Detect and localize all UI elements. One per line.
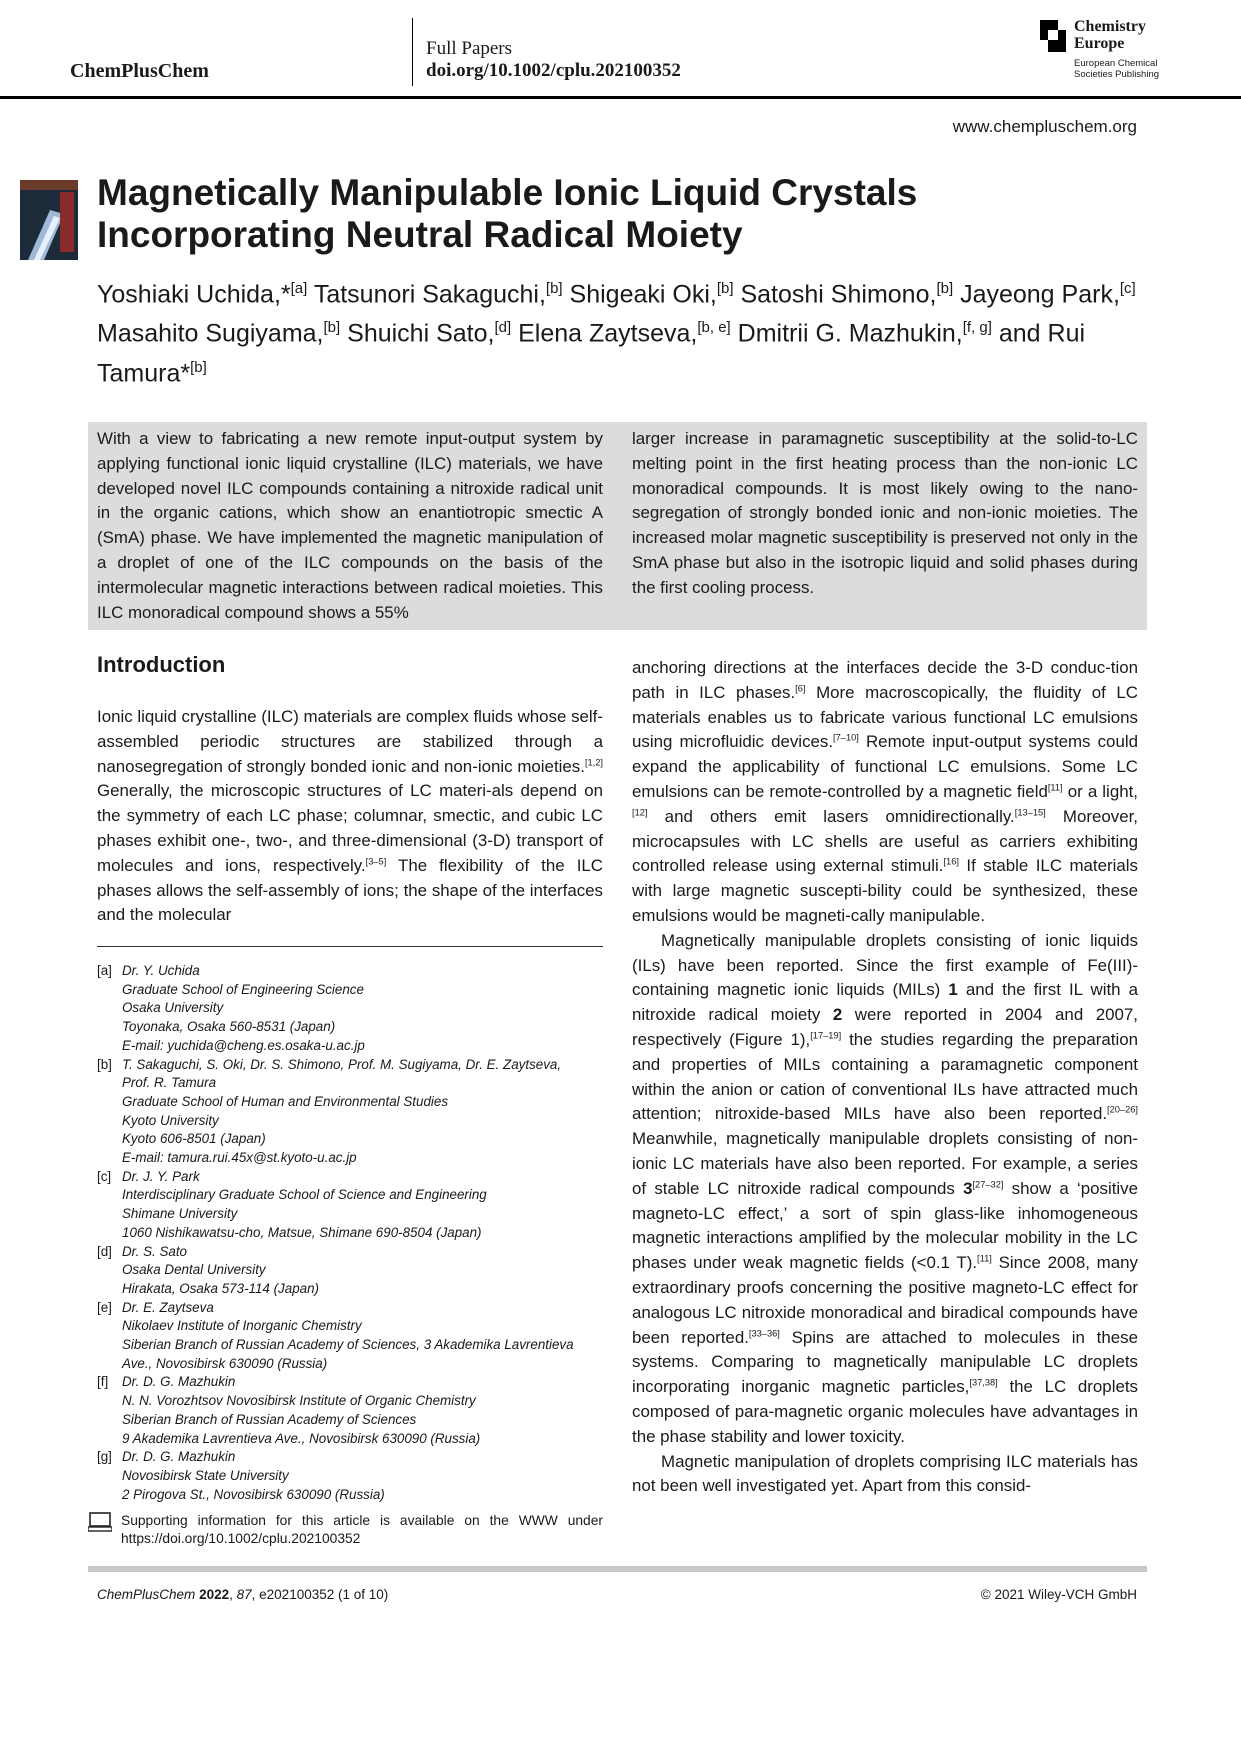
section-label: Full Papers (426, 38, 513, 59)
doi-link[interactable]: doi.org/10.1002/cplu.202100352 (426, 60, 681, 81)
affiliations-rule (97, 946, 603, 947)
affiliation-item (97, 1056, 603, 1168)
affiliation-line: Graduate School of Human and Environmental Studies (122, 1093, 449, 1109)
affiliation-label: [a] (97, 963, 112, 978)
affiliation-label: [c] (97, 1168, 112, 1184)
article-title: Magnetically Manipulable Ionic Liquid Crystals Incorporating Neutral Radical Moiety (97, 172, 918, 255)
affiliation-line: Dr. J. Y. Park (122, 1168, 200, 1184)
affiliation-label: [b] (97, 1056, 112, 1072)
affiliation-line: Kyoto University (122, 1112, 219, 1128)
introduction-text-left: Ionic liquid crystalline (ILC) materials are complex fluids whose self-assembled periodic structures are stabilized through a nanosegregation of strongly bonded ionic and non-ionic moieties.[1,2] Generally, the microscopic structures of LC materi-als depend on the symmetry of each LC phase; columnar, smectic, and cubic LC phases exhibit one-, two-, and three-dimensional (3-D) transport of molecules and ions, respectively.[3–5] The flexibility of the ILC phases allows the self-assembly of ions; the shape of the interfaces and the molecular (97, 707, 603, 925)
publisher-name: Chemistry Europe (1074, 18, 1146, 52)
affiliation-line: Kyoto 606-8501 (Japan) (122, 1131, 266, 1147)
affiliations (97, 962, 603, 1504)
journal-website-link[interactable]: www.chempluschem.org (952, 117, 1137, 136)
affiliation-line: Toyonaka, Osaka 560-8531 (Japan) (122, 1019, 336, 1035)
computer-icon (88, 1512, 112, 1532)
affiliation-item (97, 962, 603, 1056)
affiliation-line: Nikolaev Institute of Inorganic Chemistry (122, 1318, 362, 1334)
footer-volume: 87 (236, 1587, 252, 1602)
affiliation-line: Prof. R. Tamura (122, 1075, 217, 1091)
affiliation-line: Dr. D. G. Mazhukin (122, 1374, 236, 1390)
affiliation-label: [f] (97, 1374, 109, 1390)
affiliation-line: Siberian Branch of Russian Academy of Sciences (122, 1411, 417, 1427)
footer-year: 2022 (199, 1587, 230, 1602)
chemistry-europe-logo-icon (1040, 20, 1066, 52)
supporting-information-note (88, 1512, 603, 1548)
affiliation-line: 1060 Nishikawatsu-cho, Matsue, Shimane 690-8504 (Japan) (122, 1224, 482, 1240)
affiliation-label: [g] (97, 1449, 112, 1465)
affiliation-item (97, 1448, 603, 1504)
affiliation-item (97, 1243, 603, 1299)
abstract-text-left: With a view to fabricating a new remote input-output system by applying functional ionic liquid crystalline (ILC) materials, we have developed novel ILC compounds containing a nitroxide radical unit in the organic cations, which show an enantiotropic smectic A (SmA) phase. We have implemented the magnetic manipulation of a droplet of one of the ILC compounds on the basis of the intermolecular magnetic interactions between radical moieties. This ILC monoradical compound shows a 55% (97, 429, 603, 622)
affiliation-line: Osaka Dental University (122, 1262, 266, 1278)
chemistry-europe-logo (1040, 18, 1170, 80)
header-divider (412, 18, 413, 86)
abstract-text-right: larger increase in paramagnetic susceptibility at the solid-to-LC melting point in the first heating process than the non-ionic LC monoradical compounds. It is most likely owing to the nano-segregation of strongly bonded ionic and non-ionic moieties. The increased molar magnetic susceptibility is preserved not only in the SmA phase but also in the isotropic liquid and solid phases during the first cooling process. (632, 429, 1138, 597)
journal-name: ChemPlusChem (70, 60, 209, 82)
affiliation-item (97, 1299, 603, 1374)
affiliation-line: Dr. Y. Uchida (122, 963, 200, 978)
introduction-text-right: anchoring directions at the interfaces decide the 3-D conduc-tion path in ILC phases.[6] More macroscopically, the fluidity of LC materials enables us to fabricate various functional LC emulsions using microfluidic devices.[7–10] Remote input-output systems could expand the applicability of functional LC emulsions. Some LC emulsions can be remote-controlled by a magnetic field[11] or a light,[12] and others emit lasers omnidirectionally.[13–15] Moreover, microcapsules with LC shells are useful as carriers exhibiting controlled release using external stimuli.[16] If stable ILC materials with large magnetic suscepti-bility could be synthesized, these emulsions would be magneti-cally manipulable. Magnetically manipulable droplets consisting of ionic liquids (ILs) have been reported. Since the first example of Fe(III)-containing magnetic ionic liquids (MILs) 1 and the first IL with a nitroxide radical moiety 2 were reported in 2004 and 2007, respectively (Figure 1),[17–19] the studies regarding the preparation and properties of MILs containing a paramagnetic component within the anion or cation of conventional ILs have attracted much attention; nitroxide-based MILs have also been reported.[20–26] Meanwhile, magnetically manipulable droplets consisting of non-ionic LC materials have also been reported. For example, a series of stable LC nitroxide radical compounds 3[27–32] show a ‘positive magneto-LC effect,’ a sort of spin glass-like inhomogeneous magnetic interactions amplified by the molecular mobility in the LC phases under weak magnetic fields (<0.1 T).[11] Since 2008, many extraordinary proofs concerning the positive magneto-LC effect for analogous LC nitroxide monoradical and biradical compounds have been reported.[33–36] Spins are attached to molecules in these systems. Comparing to magnetically manipulable LC droplets incorporating inorganic magnetic particles,[37,38] the LC droplets composed of para-magnetic organic molecules have advantages in the phase stability and lower toxicity. Magnetic manipulation of droplets comprising ILC materials has not been well investigated yet. Apart from this consid- (632, 658, 1139, 1496)
affiliation-item (97, 1168, 603, 1243)
affiliation-line: 9 Akademika Lavrentieva Ave., Novosibirsk 630090 (Russia) (122, 1430, 481, 1446)
supporting-information-text: Supporting information for this article is available on the WWW under https://doi.org/10.1002/cplu.202100352 (121, 1513, 603, 1546)
affiliation-line: Dr. E. Zaytseva (122, 1299, 214, 1315)
affiliation-line: Novosibirsk State University (122, 1467, 289, 1483)
affiliation-line[interactable]: E-mail: yuchida@cheng.es.osaka-u.ac.jp (122, 1037, 365, 1053)
affiliation-line: Dr. S. Sato (122, 1243, 187, 1259)
footer-citation: ChemPlusChem 2022, 87, e202100352 (1 of 10) (97, 1587, 389, 1602)
affiliation-label: [e] (97, 1299, 112, 1315)
footer-copyright: © 2021 Wiley-VCH GmbH (980, 1587, 1137, 1602)
introduction-heading: Introduction (97, 652, 226, 677)
affiliation-line: Hirakata, Osaka 573-114 (Japan) (122, 1280, 319, 1296)
affiliation-line: Graduate School of Engineering Science (122, 981, 364, 997)
affiliation-line: Ave., Novosibirsk 630090 (Russia) (122, 1355, 328, 1371)
footer-bar (88, 1566, 1147, 1572)
affiliation-line: N. N. Vorozhtsov Novosibirsk Institute of Organic Chemistry (122, 1393, 476, 1409)
affiliation-item (97, 1373, 603, 1448)
author-list: Yoshiaki Uchida,*[a] Tatsunori Sakaguchi,[b] Shigeaki Oki,[b] Satoshi Shimono,[b] Jayeong Park,[c] Masahito Sugiyama,[b] Shuichi Sato,[d] Elena Zaytseva,[b, e] Dmitrii G. Mazhukin,[f, g] and Rui Tamura*[b] (97, 280, 1136, 387)
journal-cover-thumbnail (20, 180, 78, 260)
affiliation-label: [d] (97, 1243, 112, 1259)
affiliation-line: Shimane University (122, 1206, 238, 1222)
affiliation-line: Osaka University (122, 1000, 224, 1016)
publisher-subtitle: European Chemical Societies Publishing (1074, 58, 1160, 80)
affiliation-line[interactable]: E-mail: tamura.rui.45x@st.kyoto-u.ac.jp (122, 1150, 357, 1166)
affiliation-line: T. Sakaguchi, S. Oki, Dr. S. Shimono, Prof. M. Sugiyama, Dr. E. Zaytseva, (122, 1056, 562, 1072)
affiliation-line: 2 Pirogova St., Novosibirsk 630090 (Russia) (122, 1486, 385, 1502)
affiliation-line: Siberian Branch of Russian Academy of Sciences, 3 Akademika Lavrentieva (122, 1337, 574, 1353)
footer-journal: ChemPlusChem (97, 1587, 196, 1602)
footer-article-number: , e202100352 (1 of 10) (251, 1587, 389, 1602)
affiliation-line: Interdisciplinary Graduate School of Science and Engineering (122, 1187, 487, 1203)
header-rule (0, 96, 1241, 99)
affiliation-line: Dr. D. G. Mazhukin (122, 1449, 236, 1465)
